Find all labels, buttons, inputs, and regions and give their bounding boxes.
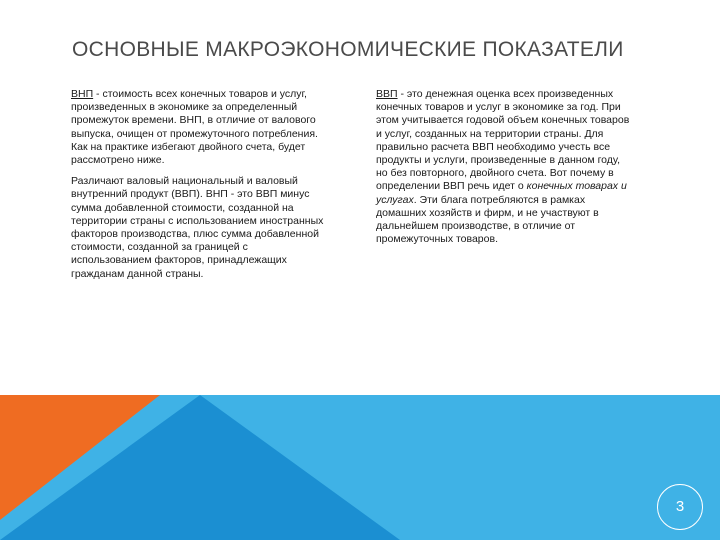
gdp-definition-text-b: . Эти блага потребляются в рамках домашних хозяйств и фирм, и не участвуют в дальнейшем производстве, в отличие от промежуточных товаров. <box>376 193 599 246</box>
decorative-footer-shapes <box>0 395 720 540</box>
page-number-badge: 3 <box>657 484 703 530</box>
right-column <box>376 88 634 254</box>
gnp-definition-text: - стоимость всех конечных товаров и услуг, произведенных в экономике за определенный промежуток времени. ВНП, в отличие от валового выпуска, очищен от промежуточного потребления. Как на практике избегают двойного счета, будет рассмотрено ниже. <box>71 88 318 167</box>
gnp-gdp-difference-paragraph: Различают валовый национальный и валовый внутренний продукт (ВВП). ВНП - это ВВП минус сумма добавленной стоимости, созданной на территории страны с использованием иностранных факторов производства, плюс сумма добавленной стоимости, созданной за границей с использованием факторов, принадлежащих гражданам данной страны. <box>71 175 324 280</box>
slide-title: ОСНОВНЫЕ МАКРОЭКОНОМИЧЕСКИЕ ПОКАЗАТЕЛИ <box>72 38 624 61</box>
gnp-term: ВНП <box>71 88 94 100</box>
gdp-definition-paragraph <box>376 88 634 246</box>
gdp-definition-text-a: - это денежная оценка всех произведенных конечных товаров и услуг в экономике за год. При этом учитывается годовой объем конечных товаров и услуг, созданных на территории страны. Для правильно расчета ВВП необходимо учесть все продукты и услуги, произведенные в данном году, но без повторного, двойного счета. Вот почему в определении ВВП речь идет о <box>376 88 630 193</box>
gnp-definition-paragraph <box>71 88 329 167</box>
left-column <box>71 88 329 289</box>
gdp-term: ВВП <box>376 88 398 100</box>
final-goods-italic: конечных товарах и услугах <box>376 180 627 206</box>
